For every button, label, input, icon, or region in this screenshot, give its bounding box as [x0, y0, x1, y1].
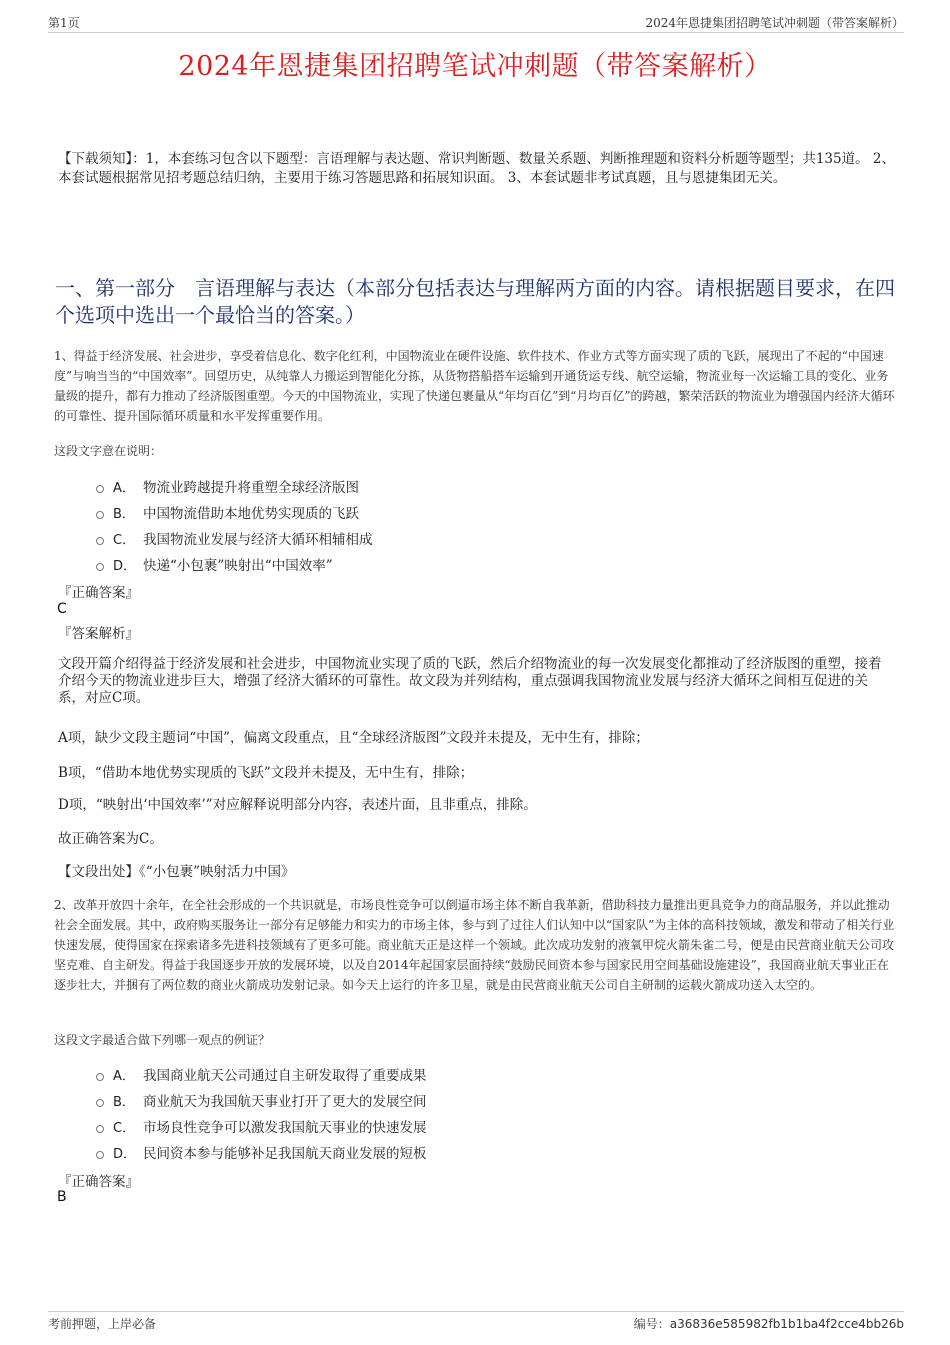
- option-a[interactable]: A． 我国商业航天公司通过自主研发取得了重要成果: [96, 1061, 427, 1087]
- option-text: 我国商业航天公司通过自主研发取得了重要成果: [143, 1068, 427, 1084]
- option-b[interactable]: B． 中国物流借助本地优势实现质的飞跃: [96, 499, 373, 525]
- option-a[interactable]: A． 物流业跨越提升将重塑全球经济版图: [96, 473, 373, 499]
- analysis-option-a: A项，缺少文段主题词“中国”，偏离文段重点，且“全球经济版图”文段并未提及，无中生有，排除；: [58, 730, 649, 746]
- analysis-label: 『答案解析』: [58, 626, 139, 642]
- page-header: [48, 14, 904, 33]
- question-1-options: [96, 473, 373, 577]
- radio-icon[interactable]: [96, 1125, 104, 1133]
- radio-icon[interactable]: [96, 563, 104, 571]
- option-text: 快递“小包裹”映射出“中国效率”: [143, 558, 333, 574]
- question-1: [54, 346, 898, 426]
- option-d[interactable]: D． 民间资本参与能够补足我国航天商业发展的短板: [96, 1139, 427, 1165]
- question-2-options: [96, 1061, 427, 1165]
- option-c[interactable]: C． 我国物流业发展与经济大循环相辅相成: [96, 525, 373, 551]
- document-code: 编号：a36836e585982fb1b1ba4f2cce4bb26b: [633, 1317, 904, 1331]
- radio-icon[interactable]: [96, 511, 104, 519]
- answer-value: B: [57, 1189, 67, 1205]
- option-text: 市场良性竞争可以激发我国航天事业的快速发展: [143, 1120, 427, 1136]
- page-number: 第1页: [48, 16, 80, 30]
- radio-icon[interactable]: [96, 1151, 104, 1159]
- footer-slogan: 考前押题，上岸必备: [48, 1317, 157, 1331]
- option-d[interactable]: D． 快递“小包裹”映射出“中国效率”: [96, 551, 373, 577]
- option-text: 我国物流业发展与经济大循环相辅相成: [143, 532, 373, 548]
- passage-source: 【文段出处】《“小包裹”映射活力中国》: [58, 864, 295, 880]
- option-c[interactable]: C． 市场良性竞争可以激发我国航天事业的快速发展: [96, 1113, 427, 1139]
- radio-icon[interactable]: [96, 1099, 104, 1107]
- section-heading: 一、第一部分 言语理解与表达（本部分包括表达与理解两方面的内容。请根据题目要求，在四个选项中选出一个最恰当的答案。）: [55, 276, 895, 327]
- analysis-option-b: B项，“借助本地优势实现质的飞跃”文段并未提及，无中生有，排除；: [58, 765, 474, 781]
- answer-label: 『正确答案』: [58, 585, 139, 601]
- option-b[interactable]: B． 商业航天为我国航天事业打开了更大的发展空间: [96, 1087, 427, 1113]
- answer-label: 『正确答案』: [58, 1174, 139, 1190]
- document-title: 2024年恩捷集团招聘笔试冲刺题（带答案解析）: [178, 51, 772, 82]
- download-notice: 【下载须知】：1，本套练习包含以下题型：言语理解与表达题、常识判断题、数量关系题、判断推理题和资料分析题等题型；共135道。 2、本套试题根据常见招考题总结归纳，主要用于练习答题思路和拓展知识面。 3、本套试题非考试真题，且与恩捷集团无关。: [58, 151, 895, 186]
- question-1-text: 1、得益于经济发展、社会进步，享受着信息化、数字化红利，中国物流业在硬件设施、软件技术、作业方式等方面实现了质的飞跃，展现出了不起的“中国速度”与响当当的“中国效率”。回望历史，从纯靠人力搬运到智能化分拣，从货物搭船搭车运输到开通货运专线、航空运输，物流业每一次运输工具的变化、业务量级的提升，都有力推动了经济版图重塑。今天的中国物流业，实现了快递包裹量从“年均百亿”到“月均百亿”的跨越，繁荣活跃的物流业为增强国内经济大循环的可靠性、提升国际循环质量和水平发挥重要作用。: [54, 349, 895, 423]
- question-2: [54, 895, 898, 995]
- radio-icon[interactable]: [96, 537, 104, 545]
- radio-icon[interactable]: [96, 1073, 104, 1081]
- option-text: 商业航天为我国航天事业打开了更大的发展空间: [143, 1094, 427, 1110]
- analysis-option-d: D项，“映射出‘中国效率’”对应解释说明部分内容，表述片面，且非重点，排除。: [58, 797, 537, 813]
- radio-icon[interactable]: [96, 485, 104, 493]
- question-2-prompt-wrap: [54, 1031, 898, 1048]
- option-text: 物流业跨越提升将重塑全球经济版图: [143, 480, 359, 496]
- question-2-text: 2、改革开放四十余年，在全社会形成的一个共识就是，市场良性竞争可以倒逼市场主体不断自我革新，借助科技力量推出更具竞争力的商品服务，并以此推动社会全面发展。其中，政府购买服务让一部分有足够能力和实力的市场主体，参与到了过往人们认知中以“国家队”为主体的高科技领域，激发和带动了相关行业快速发展，使得国家在探索诸多先进科技领域有了更多可能。商业航天正是这样一个领域。此次成功发射的液氧甲烷火箭朱雀二号，便是由民营商业航天公司攻坚克难、自主研发。得益于我国逐步开放的发展环境，以及自2014年起国家层面持续“鼓励民间资本参与国家民用空间基础设施建设”，我国商业航天事业正在逐步壮大，并捆有了两位数的商业火箭成功发射记录。如今天上运行的许多卫星，就是由民营商业航天公司自主研制的运载火箭成功送入太空的。: [54, 898, 895, 992]
- question-1-prompt-wrap: [54, 442, 898, 459]
- analysis-text: 文段开篇介绍得益于经济发展和社会进步，中国物流业实现了质的飞跃，然后介绍物流业的每一次发展变化都推动了经济版图的重塑，接着介绍今天的物流业进步巨大，增强了经济大循环的可靠性。故文段为并列结构，重点强调我国物流业发展与经济大循环之间相互促进的关系，对应C项。: [58, 656, 882, 706]
- question-1-prompt: 这段文字意在说明：: [54, 444, 163, 458]
- answer-value: C: [57, 601, 67, 617]
- option-text: 中国物流借助本地优势实现质的飞跃: [143, 506, 359, 522]
- running-title: 2024年恩捷集团招聘笔试冲刺题（带答案解析）: [645, 16, 904, 30]
- page-footer: [48, 1311, 904, 1332]
- analysis-conclusion: 故正确答案为C。: [58, 831, 163, 847]
- question-2-prompt: 这段文字最适合做下列哪一观点的例证？: [54, 1033, 271, 1047]
- option-text: 民间资本参与能够补足我国航天商业发展的短板: [143, 1146, 427, 1162]
